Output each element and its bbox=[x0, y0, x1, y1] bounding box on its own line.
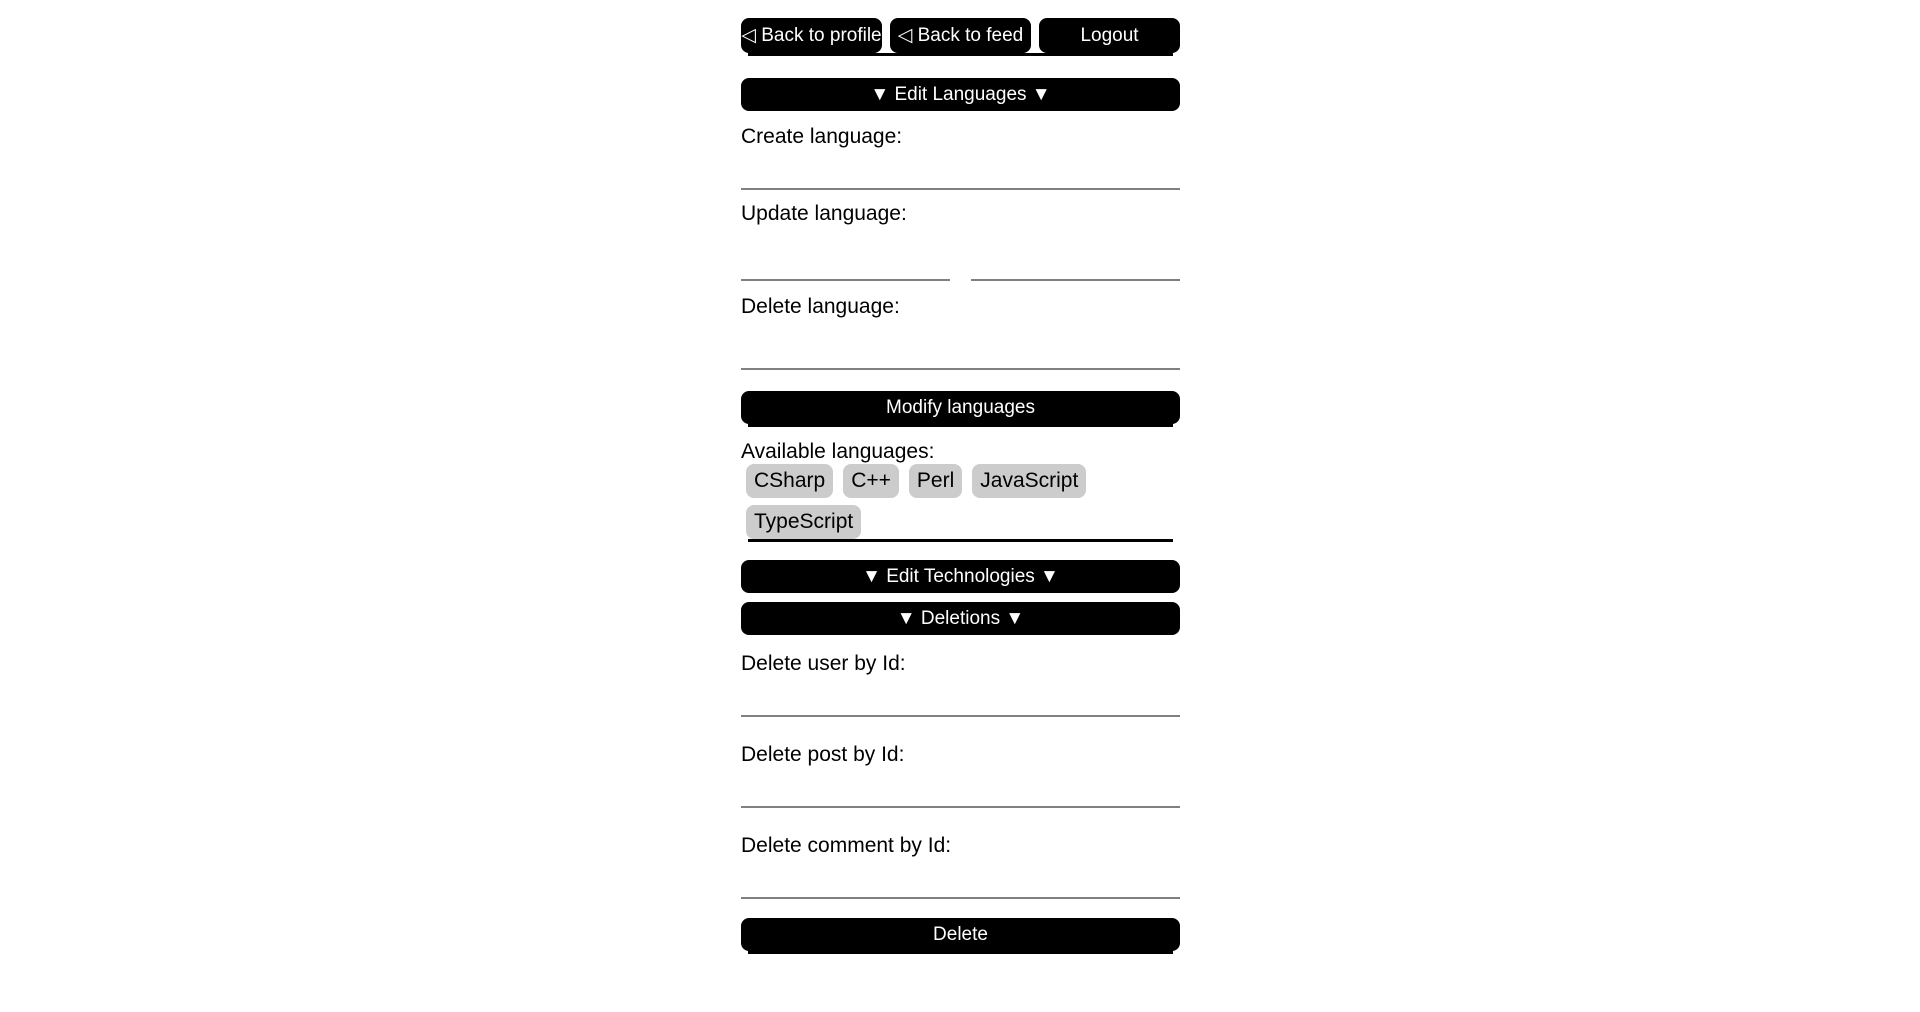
create-language-input[interactable] bbox=[741, 157, 1180, 190]
language-tag-perl[interactable]: Perl bbox=[909, 464, 962, 498]
delete-comment-id-input[interactable] bbox=[741, 866, 1180, 899]
edit-languages-toggle-button[interactable]: ▼ Edit Languages ▼ bbox=[741, 78, 1180, 111]
update-language-inputs-row bbox=[741, 248, 1180, 281]
divider bbox=[748, 539, 1173, 542]
create-language-label: Create language: bbox=[741, 125, 903, 148]
language-tag-javascript[interactable]: JavaScript bbox=[972, 464, 1086, 498]
language-tag-typescript[interactable]: TypeScript bbox=[746, 505, 861, 539]
available-languages-list bbox=[746, 464, 1180, 539]
modify-languages-button[interactable]: Modify languages bbox=[741, 391, 1180, 424]
logout-button[interactable]: Logout bbox=[1039, 18, 1180, 53]
delete-comment-by-id-label: Delete comment by Id: bbox=[741, 834, 952, 857]
delete-language-input[interactable] bbox=[741, 337, 1180, 370]
update-language-input-1[interactable] bbox=[741, 248, 950, 281]
language-tag-csharp[interactable]: CSharp bbox=[746, 464, 833, 498]
delete-user-id-input[interactable] bbox=[741, 684, 1180, 717]
delete-button[interactable]: Delete bbox=[741, 918, 1180, 951]
divider bbox=[748, 424, 1173, 427]
delete-post-id-input[interactable] bbox=[741, 775, 1180, 808]
back-to-feed-button[interactable]: ◁ Back to feed bbox=[890, 18, 1031, 53]
top-nav-row bbox=[741, 18, 1180, 53]
available-languages-label: Available languages: bbox=[741, 440, 935, 463]
update-language-label: Update language: bbox=[741, 202, 907, 225]
divider bbox=[748, 53, 1173, 56]
divider bbox=[748, 951, 1173, 954]
deletions-toggle-button[interactable]: ▼ Deletions ▼ bbox=[741, 602, 1180, 635]
edit-technologies-toggle-button[interactable]: ▼ Edit Technologies ▼ bbox=[741, 560, 1180, 593]
back-to-profile-button[interactable]: ◁ Back to profile bbox=[741, 18, 882, 53]
delete-user-by-id-label: Delete user by Id: bbox=[741, 652, 906, 675]
admin-panel bbox=[741, 0, 1180, 954]
update-language-input-2[interactable] bbox=[971, 248, 1180, 281]
delete-language-label: Delete language: bbox=[741, 295, 900, 318]
delete-post-by-id-label: Delete post by Id: bbox=[741, 743, 905, 766]
language-tag-cpp[interactable]: C++ bbox=[843, 464, 899, 498]
